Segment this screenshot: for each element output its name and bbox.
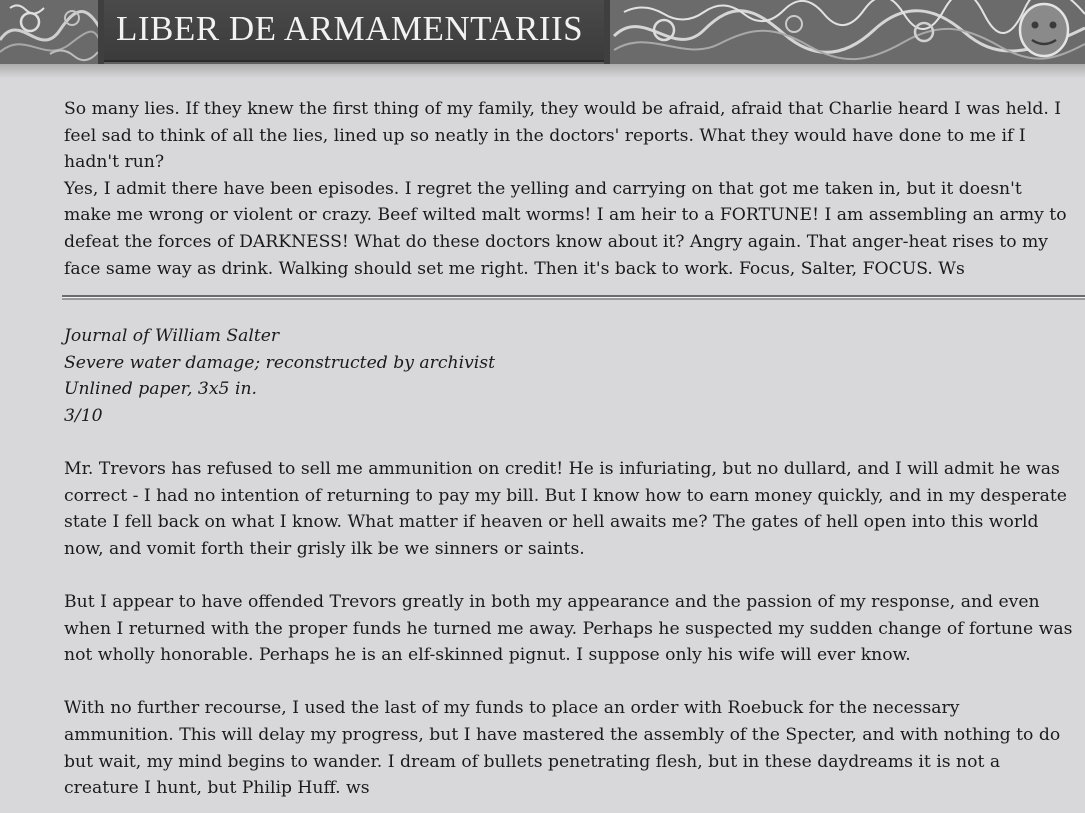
section-divider [62, 294, 1085, 302]
title-plate [104, 0, 604, 62]
ornament-left-icon [0, 0, 104, 64]
letter-text [64, 96, 1074, 282]
header-banner [0, 0, 1085, 64]
page-title: LIBER DE ARMAMENTARIIS [116, 9, 584, 48]
letter-paragraph: So many lies. If they knew the first thing of my family, they would be afraid, afraid that Charlie heard I was held. I feel sad to think of all the lies, lined up so neatly in the doctors' reports. What they would have done to me if I hadn't run? [64, 99, 1062, 173]
entry-source: Journal of William Salter [64, 326, 280, 346]
paragraph-gap [64, 669, 1074, 696]
entry-date: 3/10 [64, 405, 103, 426]
letter-paragraph: Yes, I admit there have been episodes. I regret the yelling and carrying on that got me taken in, but it doesn't make me wrong or violent or crazy. Beef wilted malt worms! I am heir to a FORTUNE! I am assembling an army to defeat the forces of DARKNESS! What do these doctors know about it? Angry again. That anger-heat rises to my face same way as drink. Walking should set me right. Then it's back to work. Focus, Salter, FOCUS. Ws [64, 178, 1067, 279]
entry-medium: Unlined paper, 3x5 in. [64, 379, 257, 400]
ornament-right-icon [604, 0, 1085, 64]
journal-text [64, 456, 1074, 802]
header-shadow [0, 64, 1085, 78]
journal-paragraph: Mr. Trevors has refused to sell me ammunition on credit! He is infuriating, but no dullard, and I will admit he was correct - I had no intention of returning to pay my bill. But I know how to earn money quickly, and in my desperate state I fell back on what I know. What matter if heaven or hell awaits me? The gates of hell open into this world now, and vomit forth their grisly ilk be we sinners or saints. [64, 459, 1067, 559]
journal-paragraph: But I appear to have offended Trevors greatly in both my appearance and the passion of my response, and even when I returned with the proper funds he turned me away. Perhaps he suspected my sudden change of fortune was not wholly honorable. Perhaps he is an elf-skinned pignut. I suppose only his wife will ever know. [64, 591, 1073, 666]
entry-meta [64, 323, 1074, 429]
paragraph-gap [64, 562, 1074, 589]
entry-condition: Severe water damage; reconstructed by archivist [64, 352, 495, 373]
journal-paragraph: With no further recourse, I used the last of my funds to place an order with Roebuck for the necessary ammunition. This will delay my progress, but I have mastered the assembly of the Specter, and with nothing to do but wait, my mind begins to wander. I dream of bullets penetrating flesh, but in these daydreams it is not a creature I hunt, but Philip Huff. ws [64, 698, 1061, 799]
